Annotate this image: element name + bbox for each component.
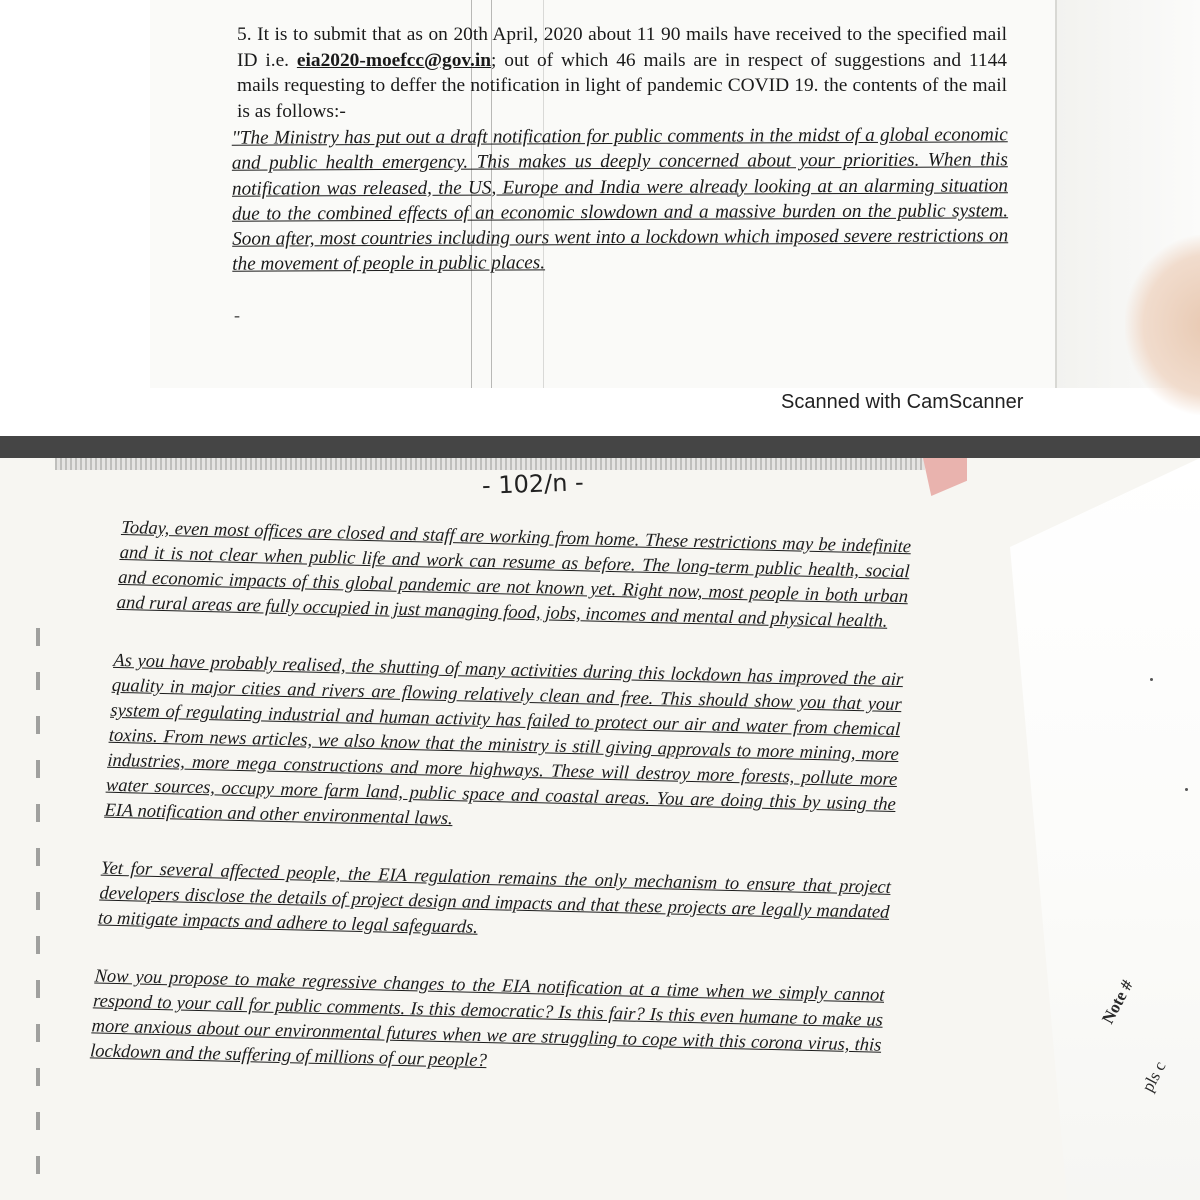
scan-speck [1150,678,1153,681]
item-5-paragraph [237,22,1007,124]
scan-edge-strip [55,458,925,470]
bottom-scan-page [0,458,1200,1200]
handwritten-page-number: - 102/n - [481,468,585,500]
page-curl [1125,235,1200,415]
adjacent-page [1010,458,1200,1200]
page-divider [0,436,1200,458]
quoted-mail-content: "The Ministry has put out a draft notification for public comments in the midst of a global economic and public health emergency. This makes us deeply concerned about your priorities. When this notification was released, the US, Europe and India were already looking at an alarming situation due to the combined effects of an economic slowdown and a massive burden on the public system. Soon after, most countries including ours went into a lockdown which imposed severe restrictions on the movement of people in public places. [231,124,1009,276]
email-address: eia2020-moefcc@gov.in [296,49,492,71]
top-scan-page [0,0,1200,436]
item-5-text-end: ; out of which 46 mails are in respect of suggestions and 1144 mails requesting to deffer the notification in light of pandemic COVID 19. the contents of the mail is as follows:- [237,49,1007,122]
paragraph: Today, even most offices are closed and staff are working from home. These restrictions may be indefinite and it is not clear when public life and work can resume as before. The long-term public health, social and economic impacts of this global pandemic are not known yet. Right now, most people in both urban and rural areas are fully occupied in just managing food, jobs, incomes and mental and physical health. [116,517,912,632]
paragraph: Yet for several affected people, the EIA regulation remains the only mechanism to ensure that project developers disclose the details of project design and impacts and that these projects are legally mandated to mitigate impacts and adhere to legal safeguards. [97,858,892,938]
paragraph: As you have probably realised, the shutting of many activities during this lockdown has improved the air quality in major cities and rivers are flowing relatively clean and free. This should show you that your system of regulating industrial and human activity has failed to protect our air and water from chemical toxins. From news articles, we also know that the ministry is still giving approvals to more mining, more industries, more mega constructions and more highways. These will destroy more forests, pollute more water sources, occupy more farm land, public space and coastal areas. You are doing this by using the EIA notification and other environmental laws. [103,650,904,830]
stray-mark: - [234,305,240,325]
binding-marks [36,628,40,1188]
paragraph: Now you propose to make regressive changes to the EIA notification at a time when we simply cannot respond to your call for public comments. Is this democratic? Is this fair? Is this even humane to make us more anxious about our environmental futures when we are struggling to cope with this corona virus, this lockdown and the suffering of millions of our people? [89,966,886,1072]
side-note-2: pls c [1138,1058,1170,1095]
scan-speck [1185,788,1188,791]
side-note: Note # [1098,976,1137,1027]
item-5-text-start: 5. It is to submit that as on 20th April, 2020 about 11 90 mails have received to the specified mail ID i.e. [237,24,1007,71]
camscanner-watermark: Scanned with CamScanner [781,391,1024,413]
letter-body [87,516,911,1117]
